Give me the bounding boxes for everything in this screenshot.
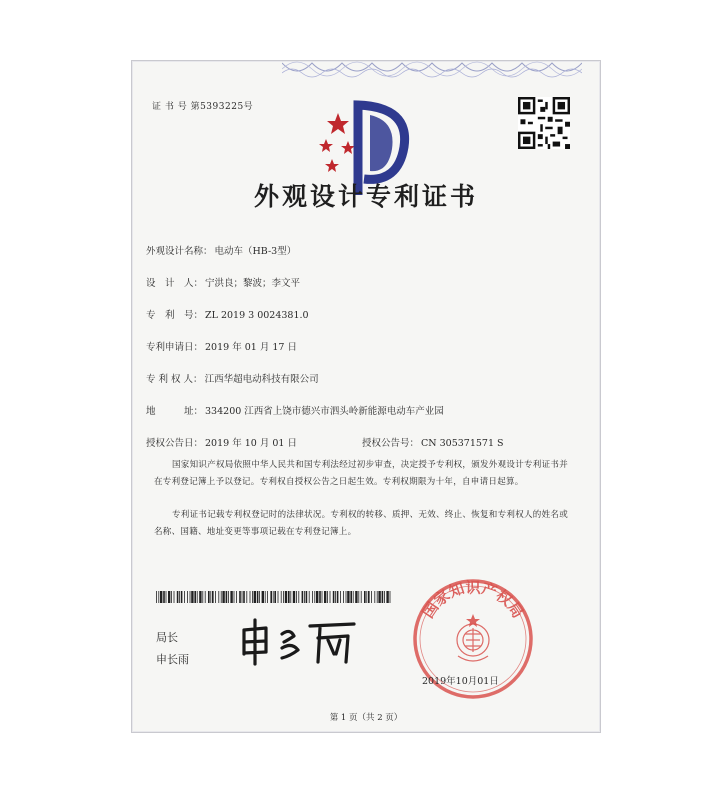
grant-number-label: 授权公告号： [362,438,420,449]
certificate-number: 证 书 号 第5393225号 [152,102,254,112]
barcode-bar [221,591,222,603]
patent-number-label: 专 利 号： [146,310,204,321]
barcode-bar [281,591,282,603]
barcode-bar [337,591,339,603]
barcode-bar [187,591,188,603]
patentee-field [146,371,319,385]
barcode-bar [327,591,328,603]
barcode-bar [288,591,290,603]
barcode-bar [314,591,315,603]
address-field [146,403,444,417]
barcode-bar [322,591,323,603]
patent-number-value: ZL 2019 3 0024381.0 [205,310,309,321]
barcode-bar [361,591,362,603]
barcode-bar [274,591,276,603]
grant-date-field [146,435,297,449]
barcode-bar [343,591,344,603]
barcode-bar [158,591,159,603]
designer-value: 宁洪良；黎波；李文平 [205,278,301,289]
barcode-bar [191,591,193,603]
barcode-bar [382,591,384,603]
barcode-bar [293,591,295,603]
barcode-bar [239,591,241,603]
barcode-bar [333,591,335,603]
grant-statement-paragraph: 国家知识产权局依照中华人民共和国专利法经过初步审查，决定授予专利权，颁发外观设计专利证书并在专利登记簿上予以登记。专利权自授权公告之日起生效。专利权期限为十年，自申请日起算。 [154,460,569,487]
barcode-bar [340,591,341,603]
barcode-bar [174,591,175,603]
barcode-icon [156,591,392,603]
barcode-bar [347,591,349,603]
barcode-bar [358,591,359,603]
seal-date: 2019年10月01日 [422,676,499,687]
grant-date-label: 授权公告日： [146,438,204,449]
official-name: 申长雨 [156,653,189,666]
barcode-bar [273,591,274,603]
barcode-bar [368,591,370,603]
barcode-bar [306,591,308,603]
barcode-bar [262,591,264,603]
barcode-bar [278,591,279,603]
barcode-bar [309,591,310,603]
barcode-bar [184,591,185,603]
barcode-bar [218,591,219,603]
barcode-bar [197,591,198,603]
barcode-bar [377,591,378,603]
barcode-bar [250,591,251,603]
qr-code-icon [518,97,570,149]
barcode-bar [215,591,216,603]
barcode-bar [194,591,196,603]
barcode-bar [330,591,331,603]
barcode-bar [364,591,366,603]
barcode-bar [190,591,191,603]
barcode-bar [267,591,268,603]
barcode-bar [160,591,162,603]
barcode-bar [228,591,229,603]
barcode-bar [242,591,243,603]
barcode-bar [199,591,201,603]
design-name-label: 外观设计名称： [146,246,213,257]
barcode-bar [346,591,347,603]
barcode-bar [390,591,391,603]
barcode-bar [384,591,385,603]
barcode-bar [212,591,214,603]
barcode-bar [168,591,170,603]
barcode-bar [259,591,260,603]
barcode-bar [222,591,224,603]
barcode-bar [355,591,357,603]
barcode-bar [171,591,172,603]
guilloche-ornament [282,61,582,81]
barcode-bar [270,591,272,603]
page-number: 第 1 页（共 2 页） [329,713,403,723]
patent-number-field [146,307,309,321]
barcode-bar [208,591,210,603]
designer-field [146,275,300,289]
filing-date-value: 2019 年 01 月 17 日 [205,342,297,353]
barcode-bar [177,591,179,603]
barcode-bar [374,591,375,603]
barcode-bar [290,591,291,603]
barcode-bar [265,591,266,603]
barcode-bar [226,591,228,603]
barcode-bar [319,591,321,603]
address-label: 地 址： [146,406,204,417]
patent-certificate [131,60,601,733]
barcode-bar [350,591,352,603]
design-name-field [146,243,296,257]
barcode-bar [304,591,305,603]
patentee-value: 江西华超电动科技有限公司 [204,374,319,385]
barcode-bar [181,591,183,603]
barcode-bar [254,591,256,603]
barcode-bar [312,591,313,603]
barcode-bar [252,591,253,603]
official-title: 局长 [156,631,178,644]
barcode-bar [324,591,326,603]
filing-date-label: 专利申请日： [146,342,204,353]
designer-label: 设 计 人： [146,278,204,289]
barcode-bar [353,591,354,603]
barcode-bar [283,591,284,603]
seal-text: 国家知识产权局 [418,578,528,622]
barcode-bar [210,591,211,603]
design-name-value: 电动车（HB-3型） [214,246,297,257]
barcode-bar [163,591,165,603]
barcode-bar [166,591,167,603]
barcode-bar [230,591,232,603]
barcode-bar [378,591,380,603]
grant-number-value: CN 305371571 S [421,438,504,449]
barcode-bar [335,591,336,603]
certificate-title: 外观设计专利证书 [253,182,478,211]
filing-date-field [146,339,297,353]
barcode-bar [179,591,180,603]
signature-image [236,616,358,666]
barcode-bar [298,591,299,603]
barcode-bar [243,591,245,603]
address-value: 334200 江西省上饶市德兴市泗头岭新能源电动车产业园 [205,406,444,417]
grant-number-field [362,435,504,449]
barcode-bar [285,591,287,603]
barcode-bar [296,591,297,603]
grant-date-value: 2019 年 10 月 01 日 [205,438,297,449]
barcode-bar [371,591,372,603]
barcode-bar [205,591,206,603]
barcode-bar [386,591,388,603]
barcode-bar [236,591,237,603]
legal-status-paragraph: 专利证书记载专利权登记时的法律状况。专利权的转移、质押、无效、终止、恢复和专利权人的姓名或名称、国籍、地址变更等事项记载在专利登记簿上。 [154,510,569,537]
barcode-bar [234,591,235,603]
barcode-bar [156,591,157,603]
barcode-bar [316,591,318,603]
barcode-bar [366,591,367,603]
barcode-bar [246,591,247,603]
patentee-label: 专 利 权 人： [146,374,203,385]
barcode-bar [257,591,259,603]
barcode-bar [302,591,304,603]
barcode-bar [202,591,203,603]
